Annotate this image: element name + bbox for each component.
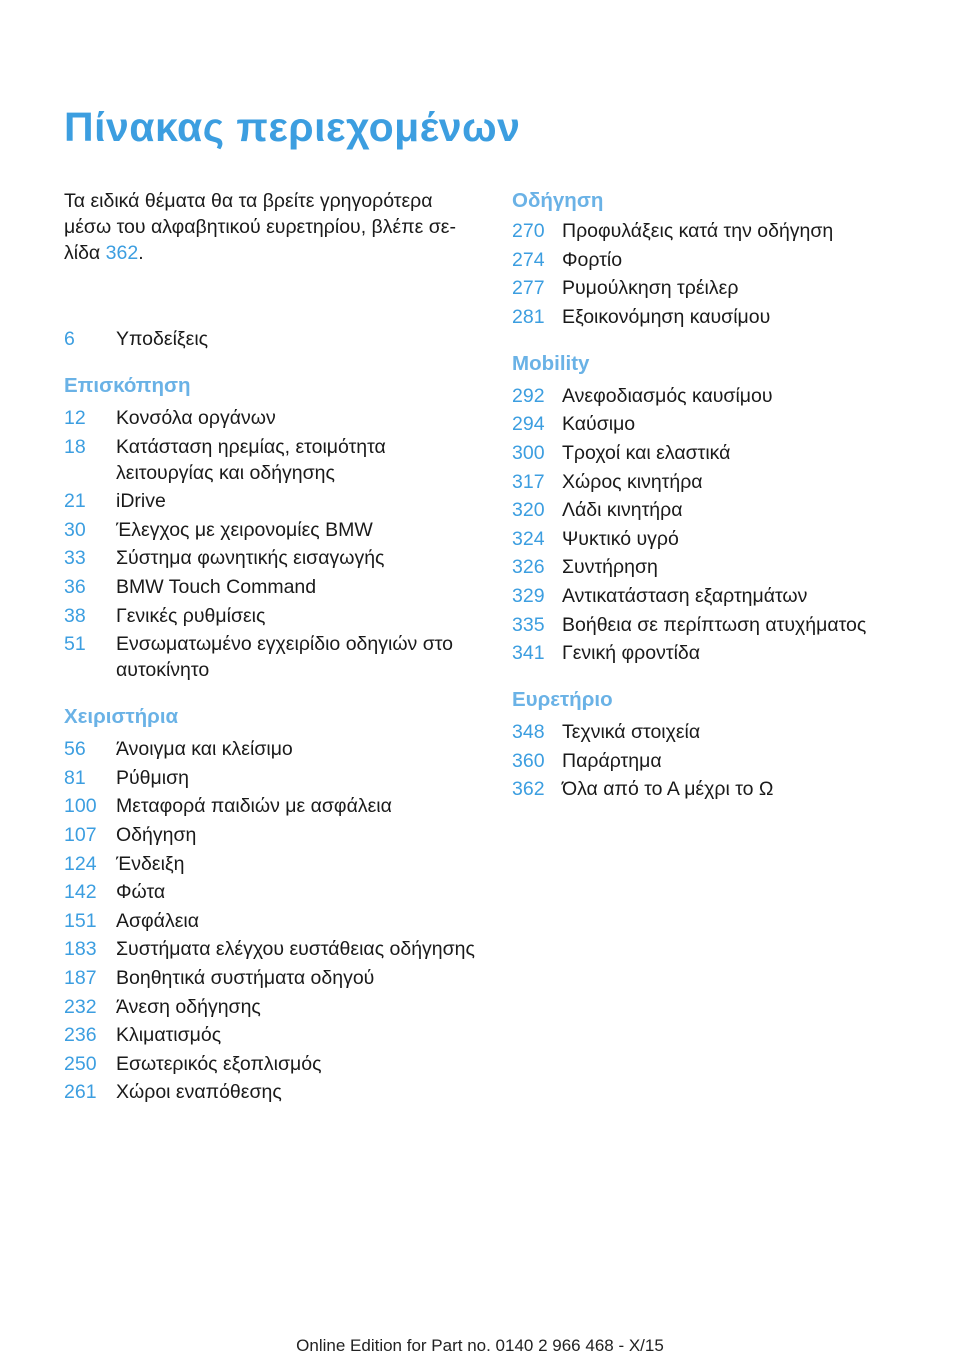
toc-entry[interactable] bbox=[64, 1051, 484, 1077]
toc-page-number: 51 bbox=[64, 633, 86, 656]
toc-entry[interactable] bbox=[64, 879, 484, 905]
toc-entry[interactable] bbox=[512, 554, 922, 580]
toc-entry-label: Υποδείξεις bbox=[116, 328, 209, 350]
toc-entry[interactable] bbox=[64, 736, 484, 762]
toc-page-number: 30 bbox=[64, 518, 86, 541]
toc-entry[interactable] bbox=[64, 545, 484, 571]
toc-entry-label: Ενσωματωμένο εγχειρίδιο οδηγιών στο αυτοκίνητο bbox=[116, 633, 454, 682]
toc-entry[interactable] bbox=[64, 631, 484, 683]
toc-entry[interactable] bbox=[64, 405, 484, 431]
toc-entry[interactable] bbox=[512, 440, 922, 466]
toc-page-number: 232 bbox=[64, 995, 97, 1018]
toc-page-number: 124 bbox=[64, 852, 97, 875]
toc-entry[interactable] bbox=[64, 517, 484, 543]
toc-entry-label: Ρύθμιση bbox=[116, 766, 189, 789]
toc-page-number: 335 bbox=[512, 613, 545, 636]
toc-entry[interactable] bbox=[512, 640, 922, 666]
toc-entry-label: Εσωτερικός εξοπλισμός bbox=[116, 1052, 322, 1075]
toc-entry-label: Φορτίο bbox=[562, 248, 623, 271]
toc-page-number: 294 bbox=[512, 413, 545, 436]
toc-page-number: 21 bbox=[64, 490, 86, 513]
toc-page-number: 292 bbox=[512, 384, 545, 407]
toc-page-number: 341 bbox=[512, 642, 545, 665]
toc-page-number: 236 bbox=[64, 1024, 97, 1047]
intro-end: . bbox=[138, 242, 144, 264]
toc-entry-label: Εξοικονόμηση καυσίμου bbox=[562, 305, 771, 328]
section-heading[interactable]: Ευρετήριο bbox=[512, 688, 613, 712]
toc-entry-label: Τροχοί και ελαστικά bbox=[562, 441, 731, 464]
toc-entry-label: Φώτα bbox=[116, 881, 166, 904]
toc-page-number: 183 bbox=[64, 938, 97, 961]
toc-entry-label: Τεχνικά στοιχεία bbox=[562, 721, 701, 744]
toc-entry-label: Κλιματισμός bbox=[116, 1024, 222, 1047]
intro-paragraph bbox=[64, 188, 474, 266]
toc-page-number: 187 bbox=[64, 966, 97, 989]
toc-entry[interactable] bbox=[64, 765, 484, 791]
toc-entry-label: Σύστημα φωνητικής εισαγωγής bbox=[116, 547, 385, 570]
left-sections bbox=[64, 373, 484, 1105]
toc-entry[interactable] bbox=[64, 574, 484, 600]
toc-page-number: 326 bbox=[512, 556, 545, 579]
toc-entry-label: Συντήρηση bbox=[562, 556, 658, 579]
toc-page-number: 281 bbox=[512, 305, 545, 328]
toc-entry[interactable] bbox=[512, 218, 922, 244]
toc-page-number: 277 bbox=[512, 277, 545, 300]
toc-page-number: 56 bbox=[64, 738, 86, 761]
toc-entry[interactable] bbox=[64, 793, 484, 819]
toc-page-number: 274 bbox=[512, 248, 545, 271]
toc-page-number: 18 bbox=[64, 435, 86, 458]
toc-entry[interactable] bbox=[512, 275, 922, 301]
toc-left-column bbox=[64, 188, 484, 1108]
toc-entry[interactable] bbox=[512, 776, 922, 802]
toc-entry[interactable] bbox=[512, 497, 922, 523]
section-heading[interactable]: Mobility bbox=[512, 351, 590, 375]
toc-entry-label: Παράρτημα bbox=[562, 749, 662, 772]
toc-entry[interactable] bbox=[512, 469, 922, 495]
toc-entry[interactable] bbox=[512, 383, 922, 409]
toc-page-number: 360 bbox=[512, 749, 545, 772]
right-sections bbox=[512, 188, 922, 802]
footer-edition bbox=[0, 1336, 960, 1356]
toc-entry[interactable] bbox=[512, 526, 922, 552]
toc-entry[interactable] bbox=[512, 411, 922, 437]
toc-entry[interactable] bbox=[512, 304, 922, 330]
toc-entry-label: Μεταφορά παιδιών με ασφάλεια bbox=[116, 795, 392, 818]
footer-text: Online Edition for Part no. 0140 2 966 468 - X/15 bbox=[296, 1336, 664, 1355]
toc-entry-label: Χώρος κινητήρα bbox=[562, 470, 703, 493]
toc-page-number: 320 bbox=[512, 499, 545, 522]
toc-entry[interactable] bbox=[64, 965, 484, 991]
toc-page-number: 329 bbox=[512, 584, 545, 607]
toc-entry[interactable] bbox=[512, 748, 922, 774]
toc-entry-label: Βοηθητικά συστήματα οδηγού bbox=[116, 966, 375, 989]
toc-page-number: 348 bbox=[512, 721, 545, 744]
toc-page-number: 362 bbox=[512, 778, 545, 801]
toc-page-number: 33 bbox=[64, 547, 86, 570]
toc-entry-label: Γενικές ρυθμίσεις bbox=[116, 604, 266, 627]
toc-page-number: 317 bbox=[512, 470, 545, 493]
toc-entry-label: Προφυλάξεις κατά την οδήγηση bbox=[562, 220, 834, 242]
toc-entry-label: Ανεφοδιασμός καυσίμου bbox=[562, 384, 773, 407]
toc-entry-label: Κατάσταση ηρεμίας, ετοιμότητα λειτουργίας και οδήγησης bbox=[116, 435, 386, 484]
toc-entry[interactable] bbox=[512, 247, 922, 273]
toc-entry-label: iDrive bbox=[116, 490, 166, 513]
toc-entry[interactable] bbox=[64, 936, 484, 962]
toc-entry-label: Λάδι κινητήρα bbox=[562, 499, 683, 522]
toc-page-number: 300 bbox=[512, 441, 545, 464]
toc-entry-label: Ασφάλεια bbox=[116, 909, 200, 932]
toc-entry-label: Άνεση οδήγησης bbox=[116, 995, 261, 1018]
toc-entry[interactable] bbox=[64, 908, 484, 934]
toc-page-number: 250 bbox=[64, 1052, 97, 1075]
toc-entry-label: Κονσόλα οργάνων bbox=[116, 407, 276, 429]
toc-entry-label: Άνοιγμα και κλείσιμο bbox=[116, 738, 293, 761]
toc-entry[interactable] bbox=[512, 583, 922, 609]
toc-entry-label: Ψυκτικό υγρό bbox=[562, 527, 679, 550]
toc-entry-label: Ρυμούλκηση τρέιλερ bbox=[562, 277, 739, 300]
section-heading[interactable]: Οδήγηση bbox=[512, 189, 604, 212]
toc-page-number: 100 bbox=[64, 795, 97, 818]
toc-entry[interactable] bbox=[64, 603, 484, 629]
toc-entry-label: Όλα από το Α μέχρι το Ω bbox=[562, 778, 774, 801]
toc-right-column bbox=[512, 188, 922, 805]
toc-entry[interactable] bbox=[512, 612, 922, 638]
toc-page-number: 107 bbox=[64, 823, 97, 846]
toc-page-number: 261 bbox=[64, 1081, 97, 1104]
toc-page-number: 270 bbox=[512, 220, 545, 242]
toc-entry[interactable] bbox=[64, 1079, 484, 1105]
toc-entry-label: Καύσιμο bbox=[562, 413, 636, 436]
toc-entry-label: Ένδειξη bbox=[116, 852, 185, 875]
page-title: Πίνακας περιεχομένων bbox=[64, 104, 521, 150]
toc-entry[interactable] bbox=[64, 851, 484, 877]
toc-entry-label: Συστήματα ελέγχου ευστάθειας οδήγησης bbox=[116, 938, 475, 961]
toc-entry-label: Έλεγχος με χειρονομίες BMW bbox=[116, 518, 373, 541]
intro-text: Τα ειδικά θέματα θα τα βρείτε γρηγορότερα μέσω του αλφαβητικού ευρετηρίου, βλέπε σε-λίδα bbox=[64, 190, 456, 264]
toc-page-number: 324 bbox=[512, 527, 545, 550]
toc-entry[interactable] bbox=[64, 488, 484, 514]
toc-page-number: 12 bbox=[64, 407, 86, 429]
toc-entry-label: Βοήθεια σε περίπτωση ατυχήματος bbox=[562, 613, 867, 636]
toc-entry-label: Αντικατάσταση εξαρτημάτων bbox=[562, 584, 808, 607]
toc-entry[interactable] bbox=[64, 822, 484, 848]
toc-page-number: 142 bbox=[64, 881, 97, 904]
toc-entry[interactable] bbox=[64, 994, 484, 1020]
index-page-link[interactable]: 362 bbox=[105, 242, 139, 264]
toc-page-number: 151 bbox=[64, 909, 97, 932]
toc-entry-label: Χώροι εναπόθεσης bbox=[116, 1081, 282, 1104]
toc-page-number: 81 bbox=[64, 766, 86, 789]
toc-page-number: 38 bbox=[64, 604, 86, 627]
section-heading[interactable]: Χειριστήρια bbox=[64, 705, 179, 729]
toc-entry[interactable] bbox=[512, 719, 922, 745]
toc-entry-label: Οδήγηση bbox=[116, 823, 197, 846]
toc-page-number: 36 bbox=[64, 575, 86, 598]
toc-entry[interactable] bbox=[64, 434, 484, 486]
toc-entry-notes[interactable] bbox=[64, 326, 484, 352]
toc-entry[interactable] bbox=[64, 1022, 484, 1048]
section-heading[interactable]: Επισκόπηση bbox=[64, 374, 191, 397]
toc-entry-label: Γενική φροντίδα bbox=[562, 642, 701, 665]
toc-entry-label: BMW Touch Command bbox=[116, 575, 317, 598]
toc-page-number: 6 bbox=[64, 328, 75, 350]
